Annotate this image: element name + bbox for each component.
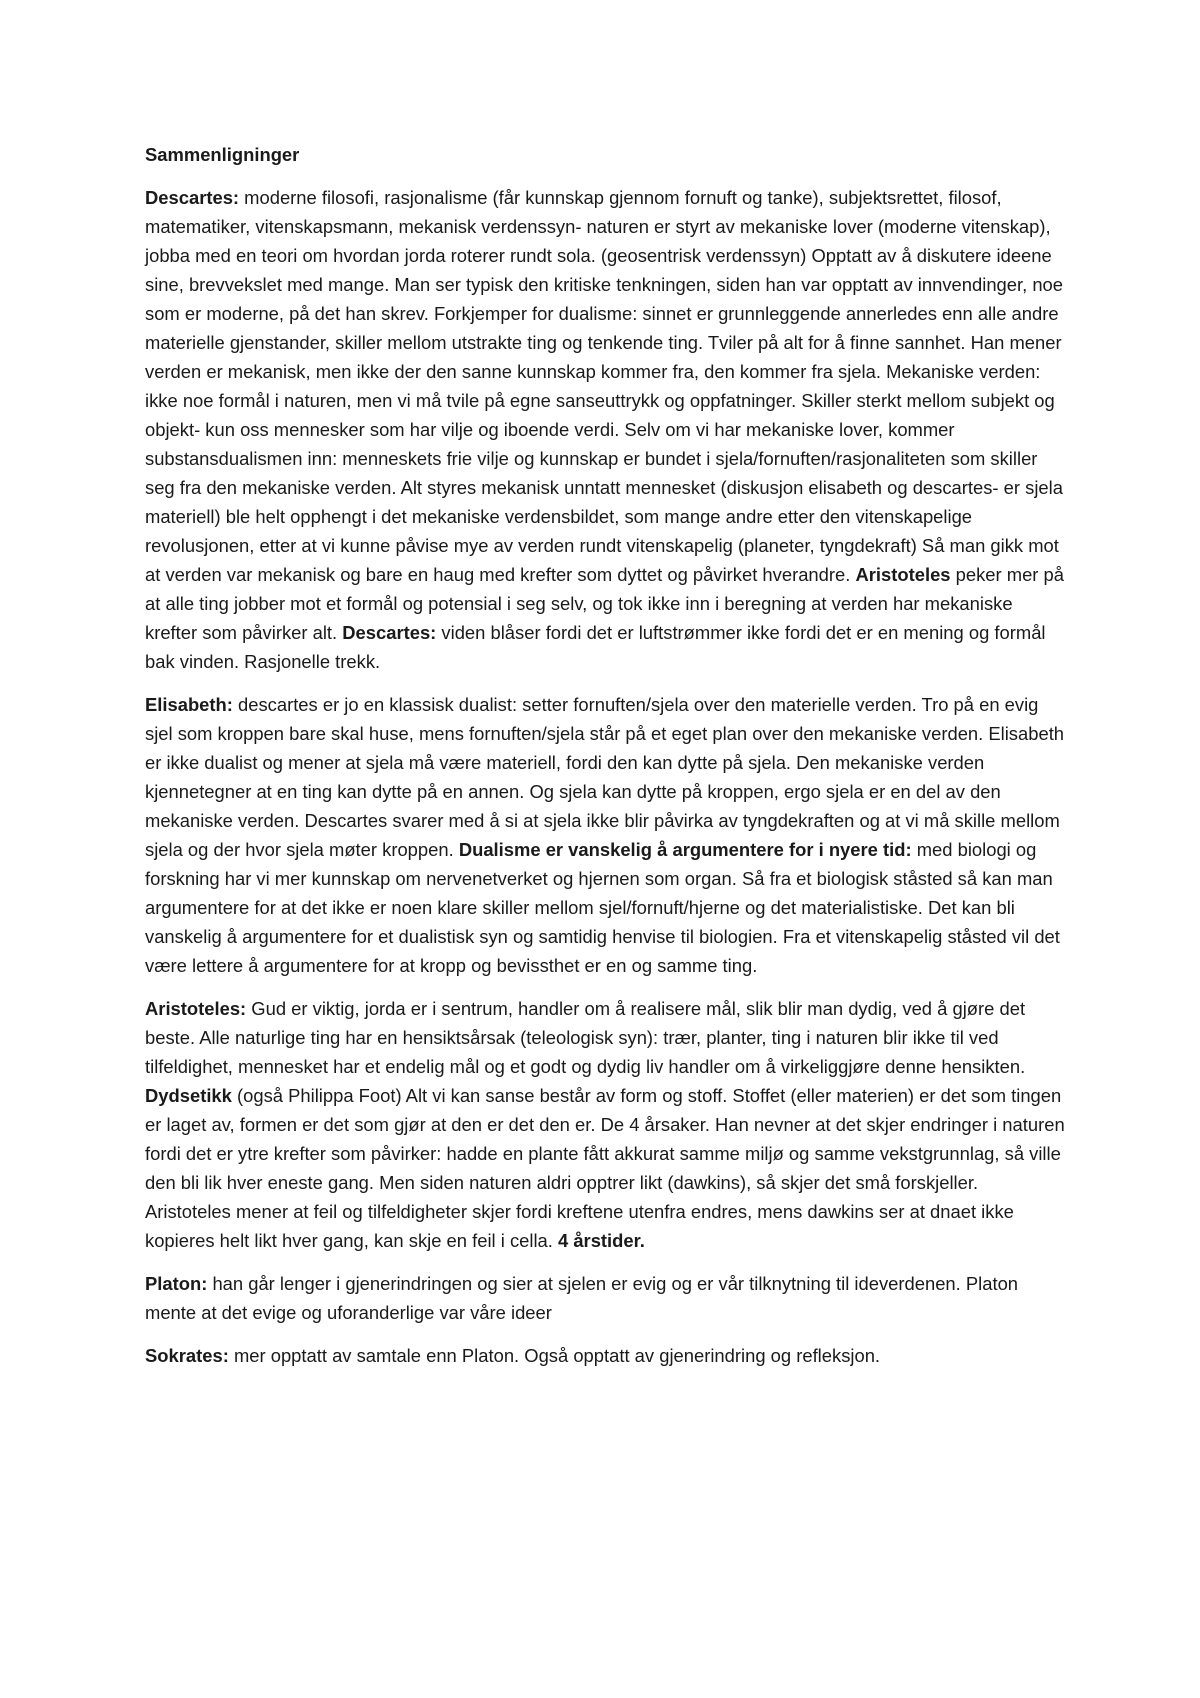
paragraph-text: Gud er viktig, jorda er i sentrum, handler om å realisere mål, slik blir man dydig, ved å gjøre det beste. Alle naturlige ting har en hensiktsårsak (teleologisk syn): trær, planter, ting i naturen blir ikke til ved tilfeldighet, mennesket har et endelig mål og et godt og dydig liv handler om å virkeliggjøre denne hensikten. xyxy=(145,998,1026,1077)
paragraph-text: descartes er jo en klassisk dualist: setter fornuften/sjela over den materielle verden. Tro på en evig sjel som kroppen bare skal huse, mens fornuften/sjela står på et eget plan over den mekaniske verden. Elisabeth er ikke dualist og mener at sjela må være materiell, fordi den kan dytte på sjela. Den mekaniske verden kjennetegner at en ting kan dytte på en annen. Og sjela kan dytte på kroppen, ergo sjela er en del av den mekaniske verden. Descartes svarer med å si at sjela ikke blir påvirka av tyngdekraften og at vi må skille mellom sjela og der hvor sjela møter kroppen. xyxy=(145,694,1065,860)
bold-term: Platon: xyxy=(145,1273,208,1294)
paragraph-text: (også Philippa Foot) Alt vi kan sanse består av form og stoff. Stoffet (eller materien) er det som tingen er laget av, formen er det som gjør at den er det den er. De 4 årsaker. Han nevner at det skjer endringer i naturen fordi det er ytre krefter som påvirker: hadde en plante fått akkurat samme miljø og samme vekstgrunnlag, så ville den bli lik hver eneste gang. Men siden naturen aldri opptrer likt (dawkins), så skjer det små forskjeller. Aristoteles mener at feil og tilfeldigheter skjer fordi kreftene utenfra endres, mens dawkins ser at dnaet ikke kopieres helt likt hver gang, kan skje en feil i cella. xyxy=(145,1085,1065,1251)
bold-term: Elisabeth: xyxy=(145,694,233,715)
bold-term: Aristoteles: xyxy=(145,998,247,1019)
paragraph-sokrates xyxy=(145,1341,1065,1370)
bold-term: Aristoteles xyxy=(855,564,951,585)
paragraph-descartes xyxy=(145,183,1065,676)
bold-term: Descartes: xyxy=(342,622,437,643)
bold-term: Dydsetikk xyxy=(145,1085,232,1106)
document-heading: Sammenligninger xyxy=(145,144,300,165)
paragraph-text: med biologi og forskning har vi mer kunnskap om nervenetverket og hjernen som organ. Så fra et biologisk ståsted så kan man argumentere for at det ikke er noen klare skiller mellom sjel/fornuft/hjerne og det materialistiske. Det kan bli vanskelig å argumentere for et dualistisk syn og samtidig henvise til biologien. Fra et vitenskapelig ståsted vil det være lettere å argumentere for at kropp og bevissthet er en og samme ting. xyxy=(145,839,1060,976)
bold-term: Sokrates: xyxy=(145,1345,229,1366)
paragraph-text: mer opptatt av samtale enn Platon. Også opptatt av gjenerindring og refleksjon. xyxy=(228,1345,881,1366)
bold-term: 4 årstider. xyxy=(557,1230,645,1251)
bold-term: Dualisme er vanskelig å argumentere for i nyere tid: xyxy=(458,839,912,860)
paragraph-text: peker mer på at alle ting jobber mot et formål og potensial i seg selv, og tok ikke inn i beregning at verden har mekaniske krefter som påvirker alt. xyxy=(145,564,1064,643)
document-page xyxy=(145,140,1065,1384)
paragraph-aristoteles xyxy=(145,994,1065,1255)
document-body xyxy=(145,183,1065,1370)
paragraph-platon xyxy=(145,1269,1065,1327)
bold-term: Descartes: xyxy=(145,187,240,208)
paragraph-elisabeth xyxy=(145,690,1065,980)
paragraph-text: viden blåser fordi det er luftstrømmer ikke fordi det er en mening og formål bak vinden. Rasjonelle trekk. xyxy=(145,622,1046,672)
paragraph-text: han går lenger i gjenerindringen og sier at sjelen er evig og er vår tilknytning til ideverdenen. Platon mente at det evige og uforanderlige var våre ideer xyxy=(145,1273,1019,1323)
paragraph-text: moderne filosofi, rasjonalisme (får kunnskap gjennom fornuft og tanke), subjektsrettet, filosof, matematiker, vitenskapsmann, mekanisk verdenssyn- naturen er styrt av mekaniske lover (moderne vitenskap), jobba med en teori om hvordan jorda roterer rundt sola. (geosentrisk verdenssyn) Opptatt av å diskutere ideene sine, brevvekslet med mange. Man ser typisk den kritiske tenkningen, siden han var opptatt av innvendinger, noe som er moderne, på det han skrev. Forkjemper for dualisme: sinnet er grunnleggende annerledes enn alle andre materielle gjenstander, skiller mellom utstrakte ting og tenkende ting. Tviler på alt for å finne sannhet. Han mener verden er mekanisk, men ikke der den sanne kunnskap kommer fra, den kommer fra sjela. Mekaniske verden: ikke noe formål i naturen, men vi må tvile på egne sanseuttrykk og oppfatninger. Skiller sterkt mellom subjekt og objekt- kun oss mennesker som har vilje og iboende verdi. Selv om vi har mekaniske lover, kommer substansdualismen inn: menneskets frie vilje og kunnskap er bundet i sjela/fornuften/rasjonaliteten som skiller seg fra den mekaniske verden. Alt styres mekanisk unntatt mennesket (diskusjon elisabeth og descartes- er sjela materiell) ble helt opphengt i det mekaniske verdensbildet, som mange andre etter den vitenskapelige revolusjonen, etter at vi kunne påvise mye av verden rundt vitenskapelig (planeter, tyngdekraft) Så man gikk mot at verden var mekanisk og bare en haug med krefter som dyttet og påvirket hverandre. xyxy=(145,187,1064,585)
